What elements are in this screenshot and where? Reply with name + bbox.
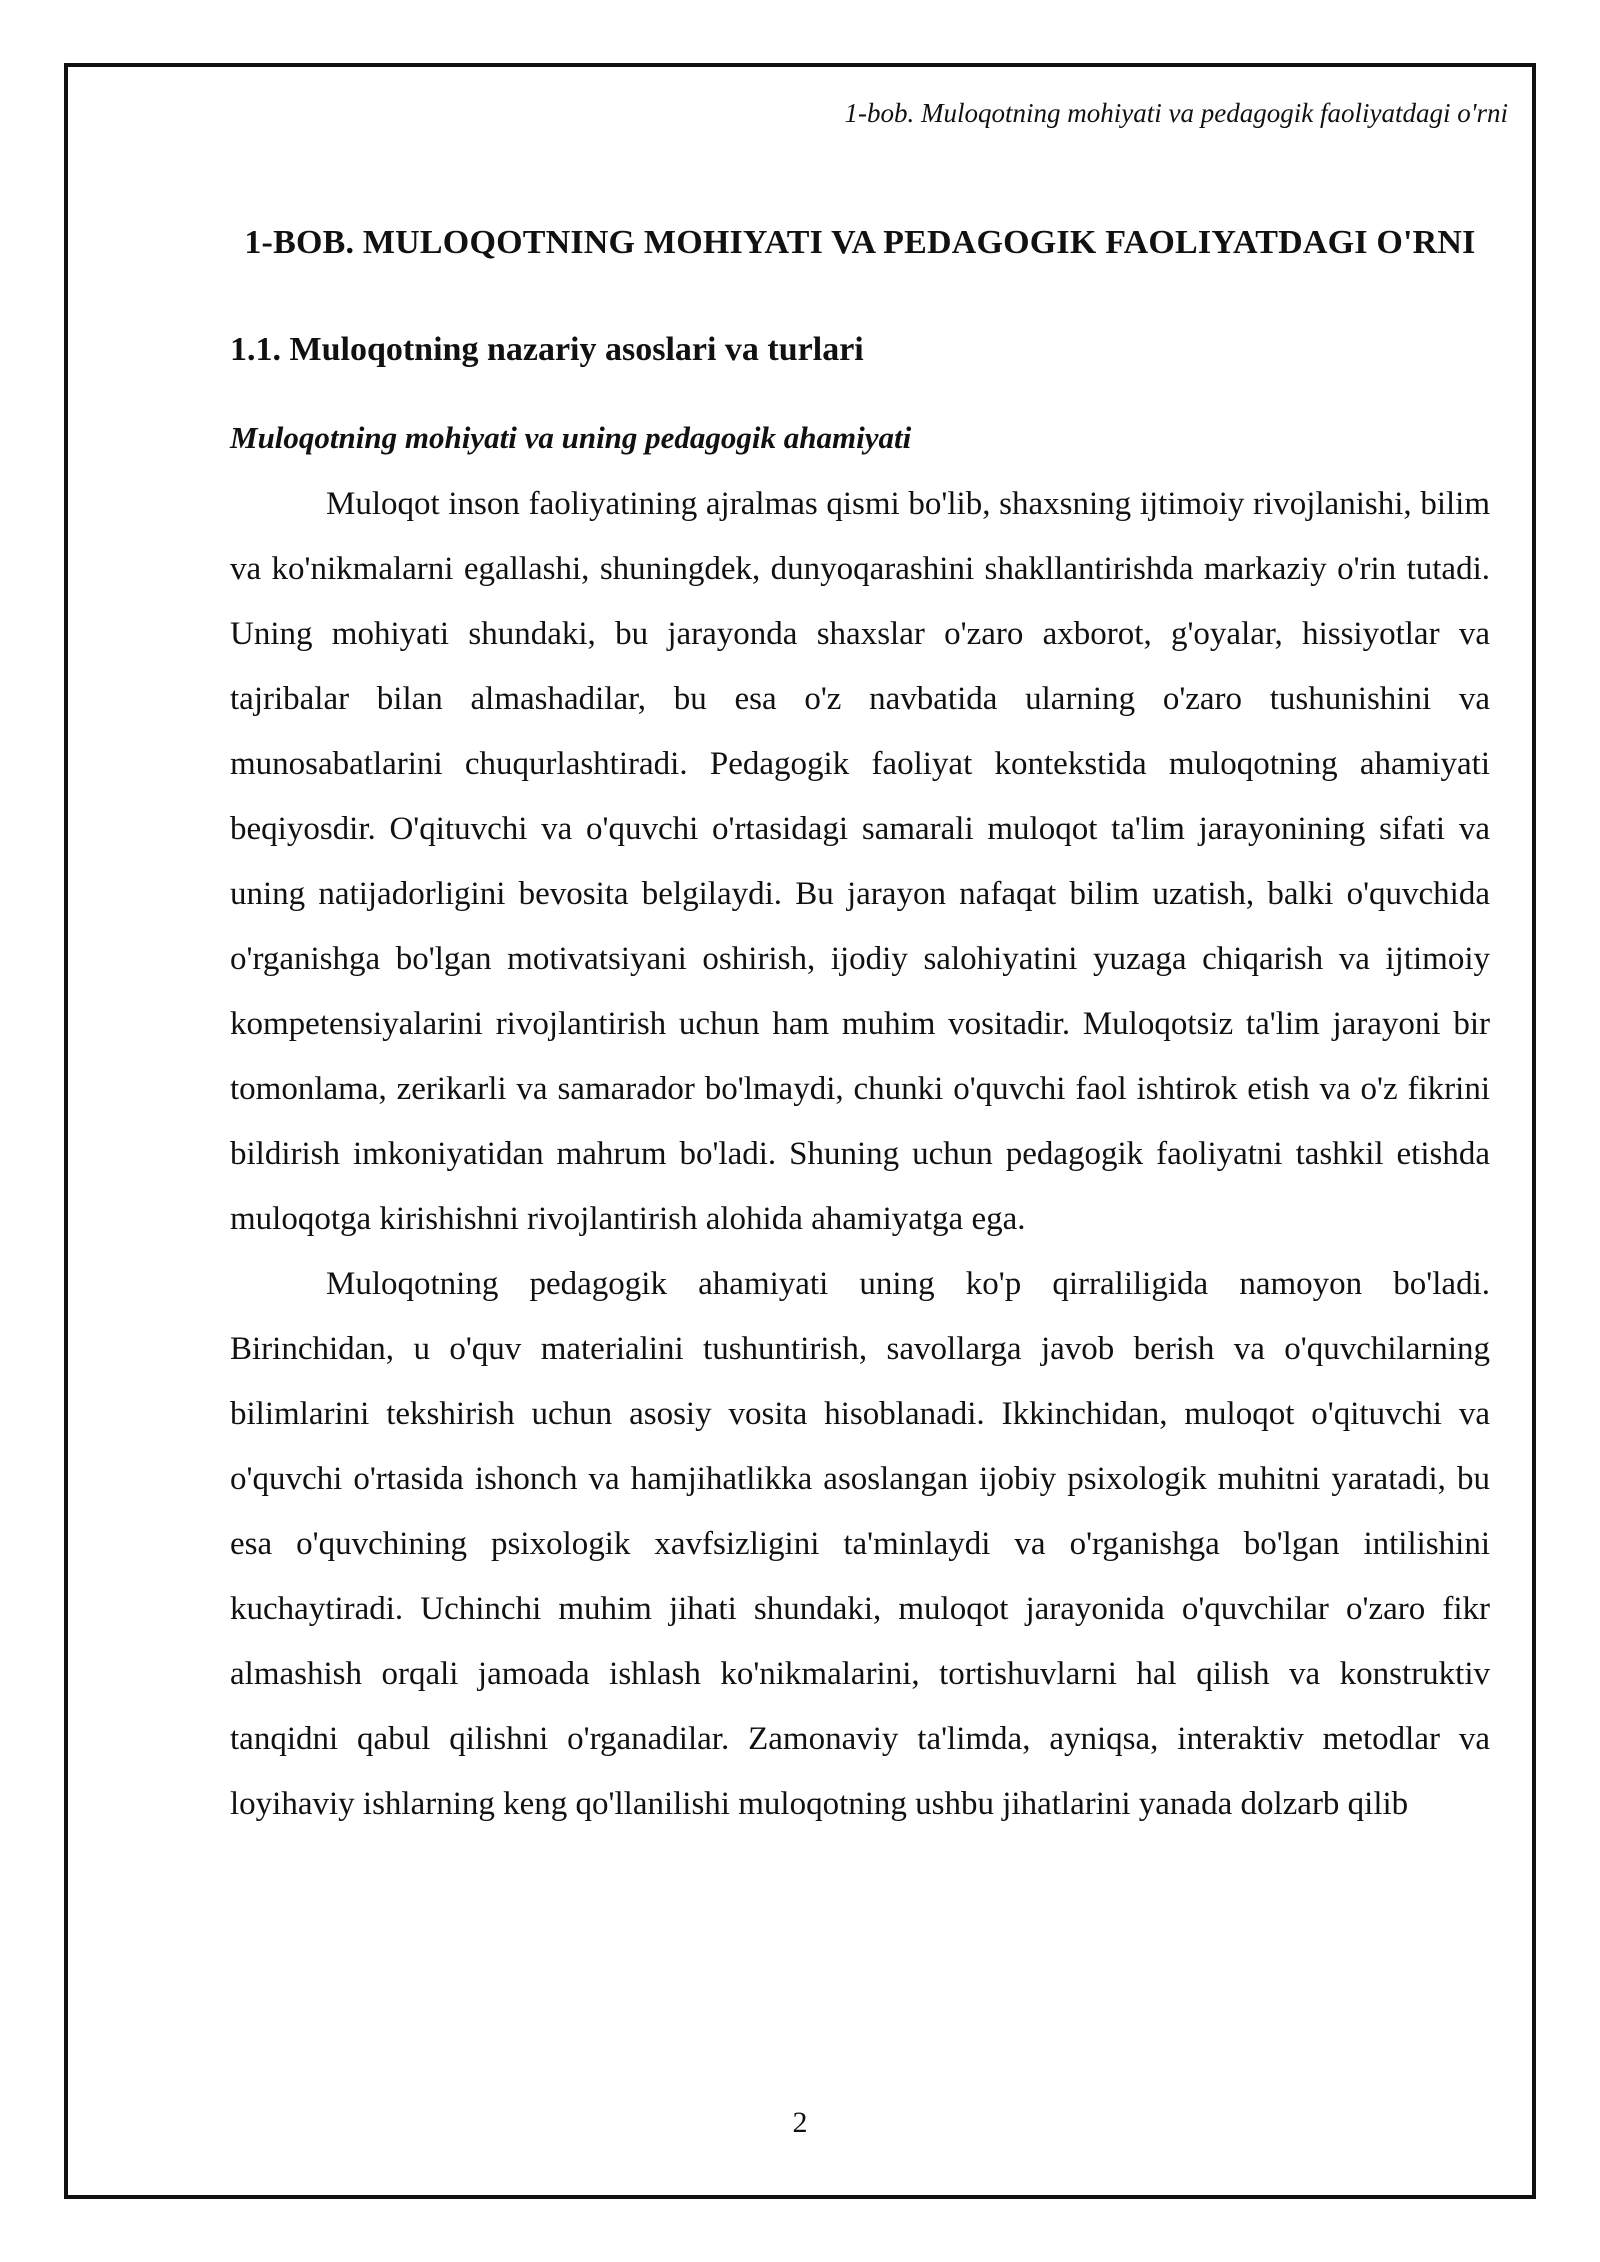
document-body [230,210,1490,1837]
body-paragraph-2: Muloqotning pedagogik ahamiyati uning ko'p qirraliligida namoyon bo'ladi. Birinchidan, u o'quv materialini tushuntirish, savollarga javob berish va o'quvchilarning bilimlarini tekshirish uchun asosiy vosita hisoblanadi. Ikkinchidan, muloqot o'qituvchi va o'quvchi o'rtasida ishonch va hamjihatlikka asoslangan ijobiy psixologik muhitni yaratadi, bu esa o'quvchining psixologik xavfsizligini ta'minlaydi va o'rganishga bo'lgan intilishini kuchaytiradi. Uchinchi muhim jihati shundaki, muloqot jarayonida o'quvchilar o'zaro fikr almashish orqali jamoada ishlash ko'nikmalarini, tortishuvlarni hal qilish va konstruktiv tanqidni qabul qilishni o'rganadilar. Zamonaviy ta'limda, ayniqsa, interaktiv metodlar va loyihaviy ishlarning keng qo'llanilishi muloqotning ushbu jihatlarini yanada dolzarb qilib [230,1266,1490,1822]
page-number: 2 [792,2106,808,2139]
section-title: 1.1. Muloqotning nazariy asoslari va turlari [230,331,864,368]
running-header: 1-bob. Muloqotning mohiyati va pedagogik faoliyatdagi o'rni [844,98,1508,128]
chapter-title: 1-BOB. MULOQOTNING MOHIYATI VA PEDAGOGIK FAOLIYATDAGI O'RNI [244,224,1476,261]
body-paragraph-1: Muloqot inson faoliyatining ajralmas qismi bo'lib, shaxsning ijtimoiy rivojlanishi, bilim va ko'nikmalarni egallashi, shuningdek, dunyoqarashini shakllantirishda markaziy o'rin tutadi. Uning mohiyati shundaki, bu jarayonda shaxslar o'zaro axborot, g'oyalar, hissiyotlar va tajribalar bilan almashadilar, bu esa o'z navbatida ularning o'zaro tushunishini va munosabatlarini chuqurlashtiradi. Pedagogik faoliyat kontekstida muloqotning ahamiyati beqiyosdir. O'qituvchi va o'quvchi o'rtasidagi samarali muloqot ta'lim jarayonining sifati va uning natijadorligini bevosita belgilaydi. Bu jarayon nafaqat bilim uzatish, balki o'quvchida o'rganishga bo'lgan motivatsiyani oshirish, ijodiy salohiyatini yuzaga chiqarish va ijtimoiy kompetensiyalarini rivojlantirish uchun ham muhim vositadir. Muloqotsiz ta'lim jarayoni bir tomonlama, zerikarli va samarador bo'lmaydi, chunki o'quvchi faol ishtirok etish va o'z fikrini bildirish imkoniyatidan mahrum bo'ladi. Shuning uchun pedagogik faoliyatni tashkil etishda muloqotga kirishishni rivojlantirish alohida ahamiyatga ega. [230,486,1490,1237]
subsection-title: Muloqotning mohiyati va uning pedagogik ahamiyati [230,420,912,455]
